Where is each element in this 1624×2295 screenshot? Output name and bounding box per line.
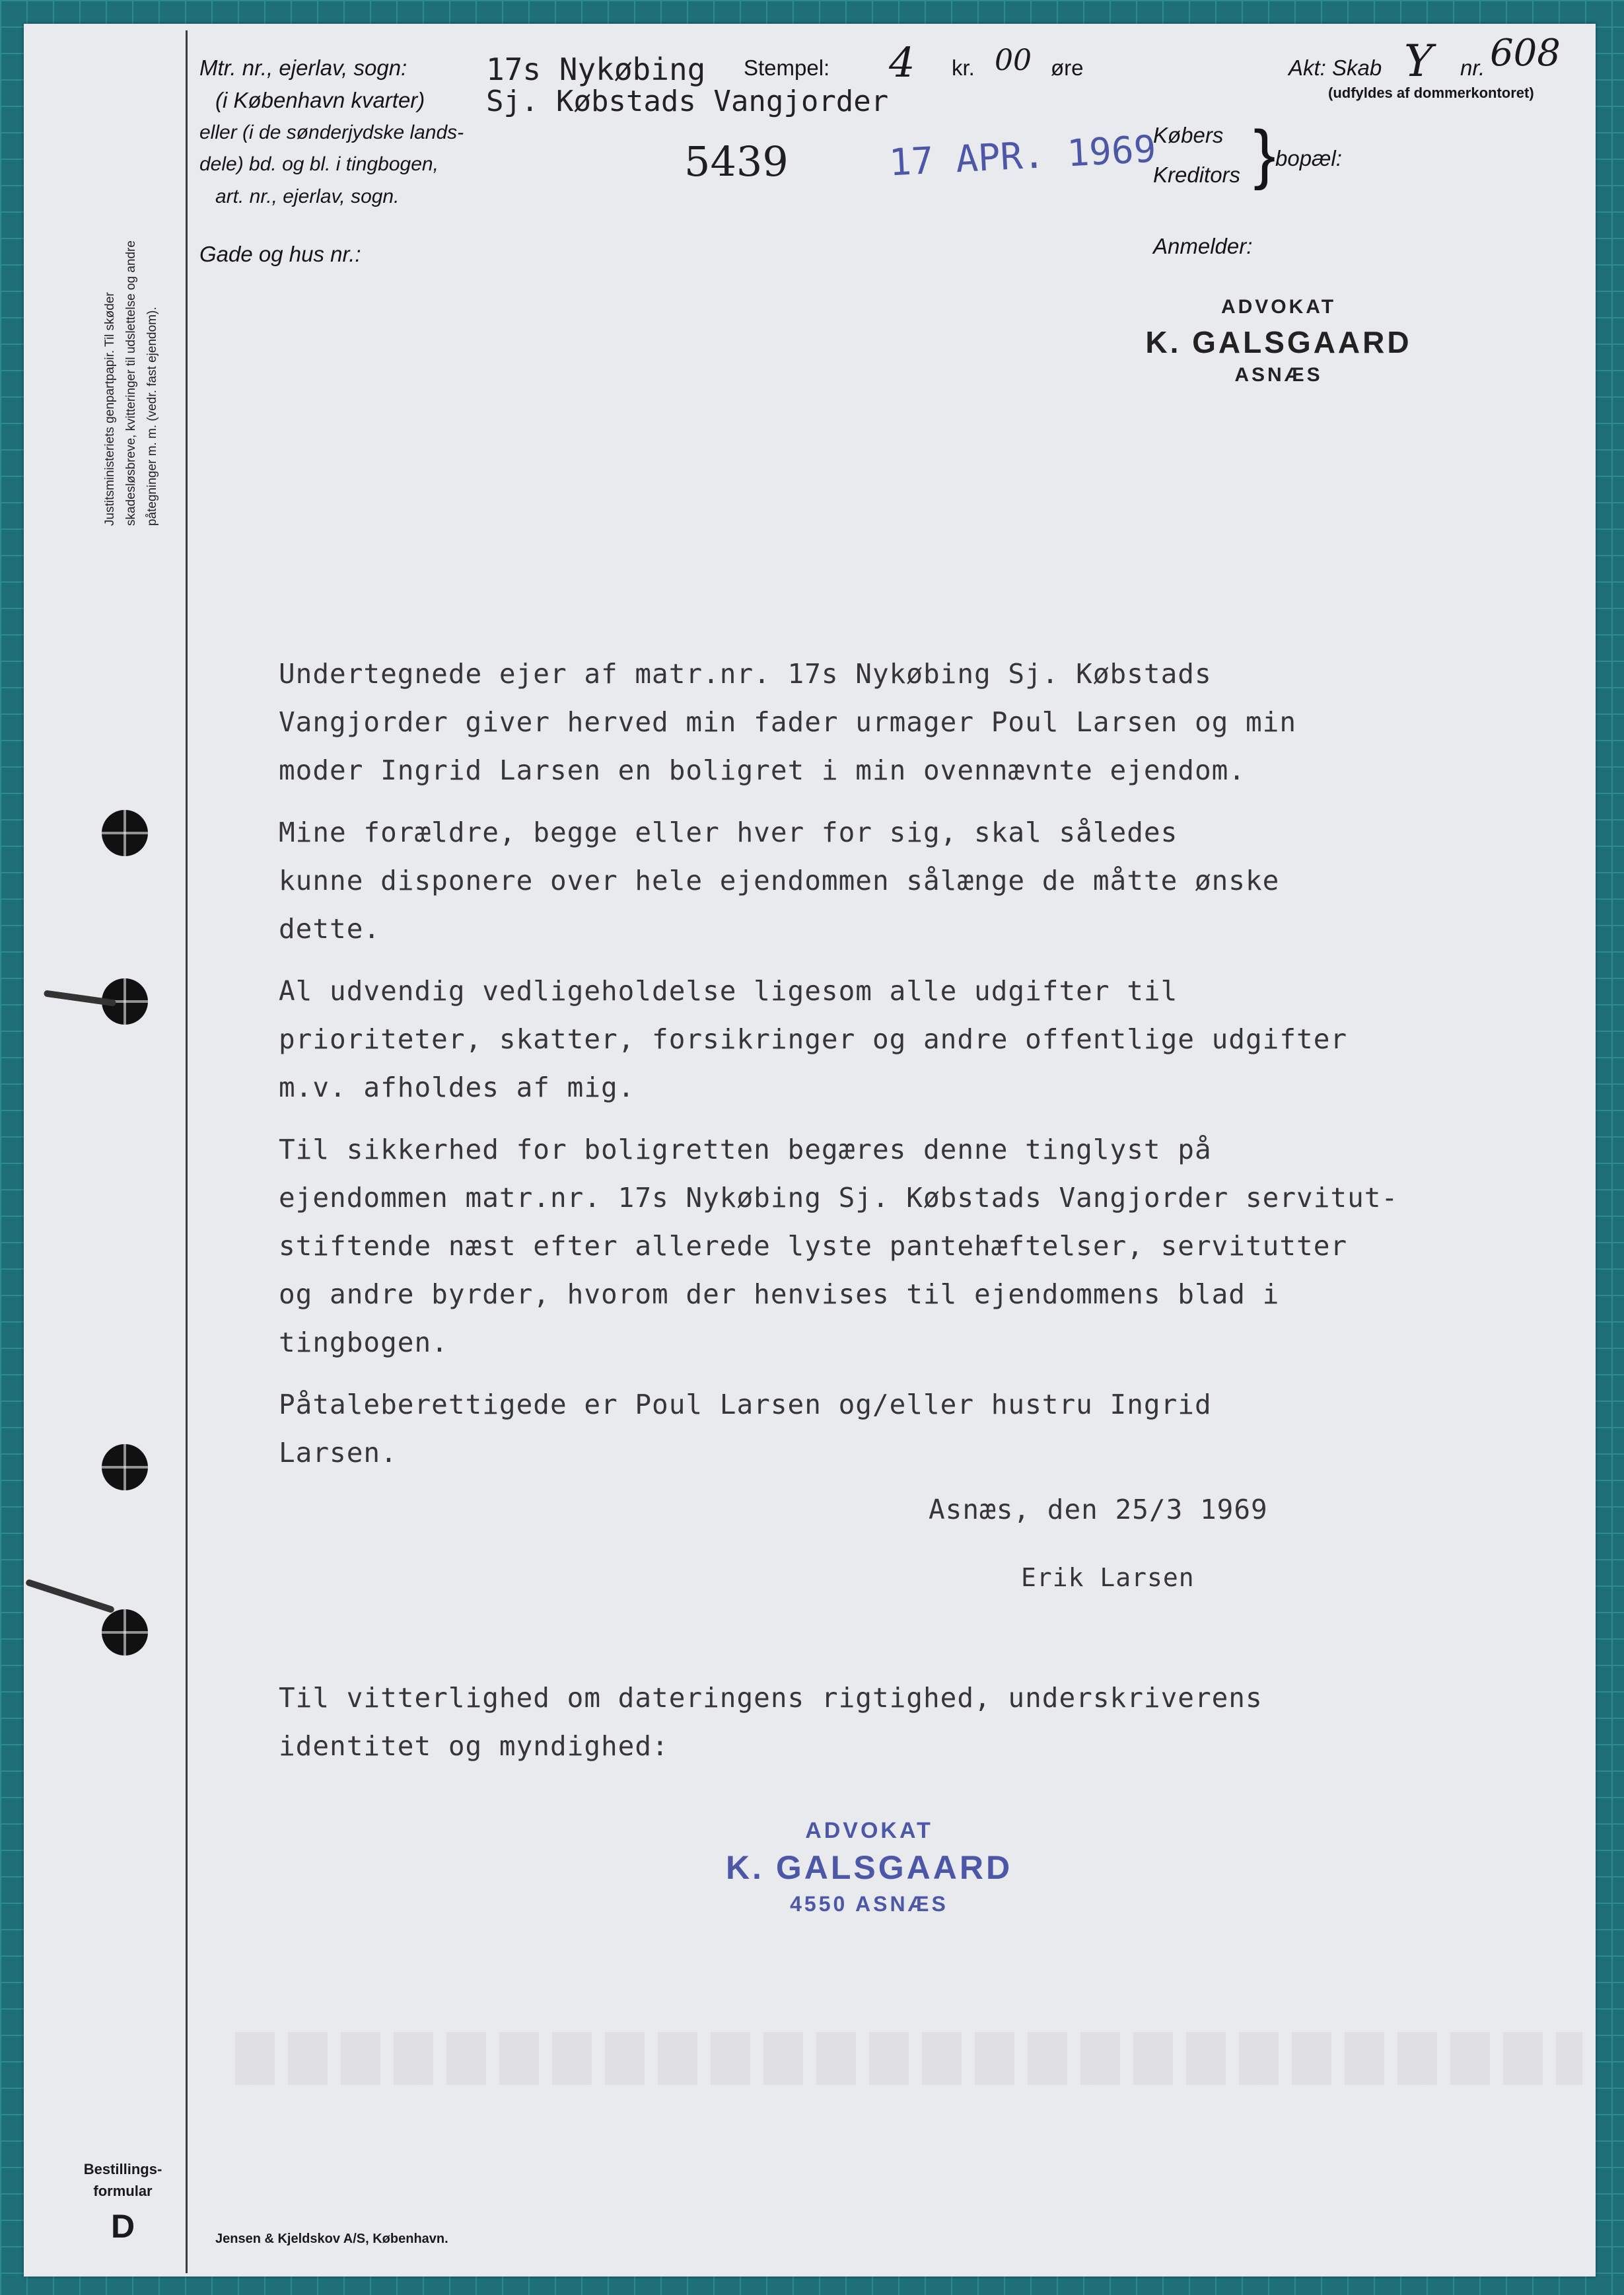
mtr-label: Mtr. nr., ejerlav, sogn:	[199, 55, 407, 80]
stempel-label: Stempel:	[744, 55, 830, 80]
body-line: Vangjorder giver herved min fader urmager Poul Larsen og min	[279, 706, 1297, 738]
brace-icon: }	[1253, 117, 1276, 191]
document-page	[24, 24, 1596, 2277]
printer-credit: Jensen & Kjeldskov A/S, København.	[215, 2232, 448, 2246]
akt-label: Akt: Skab	[1289, 55, 1382, 80]
body-line: kunne disponere over hele ejendommen sålænge de måtte ønske	[279, 865, 1280, 896]
body-line: prioriteter, skatter, forsikringer og andre offentlige udgifter	[279, 1023, 1348, 1055]
body-line: Mine forældre, begge eller hver for sig, skal således	[279, 817, 1178, 848]
kreditors-label: Kreditors	[1153, 163, 1241, 187]
bopael-label: bopæl:	[1275, 146, 1342, 170]
mtr-value-1: 17s Nykøbing	[486, 52, 706, 87]
body-line: tingbogen.	[279, 1327, 448, 1358]
stempel-ore-value: 00	[995, 44, 1032, 77]
stempel-kr-value: 4	[889, 38, 915, 87]
stamp-bottom-line2: K. GALSGAARD	[725, 1849, 1013, 1886]
stamp-top-line2: K. GALSGAARD	[1145, 325, 1412, 359]
body-line: Larsen.	[279, 1437, 398, 1469]
side-label-line: påtegninger m. m. (vedr. fast ejendom).	[145, 307, 159, 526]
place-date: Asnæs, den 25/3 1969	[929, 1494, 1268, 1525]
body-line: og andre byrder, hvorom der henvises til ejendommens blad i	[279, 1278, 1280, 1310]
bestillings-label-2: formular	[93, 2183, 153, 2199]
stamp-top-line3: ASNÆS	[1234, 364, 1323, 386]
mtr-value-2: Sj. Købstads Vangjorder	[486, 85, 889, 118]
side-label-line: skadesløsbreve, kvitteringer til udslettelse og andre	[124, 240, 138, 526]
stamp-bottom-line3: 4550 ASNÆS	[790, 1892, 948, 1916]
punch-hole-icon	[102, 1609, 148, 1656]
gade-label: Gade og hus nr.:	[199, 242, 361, 266]
body-line: stiftende næst efter allerede lyste pantehæftelser, servitutter	[279, 1230, 1348, 1262]
side-label	[100, 50, 163, 526]
kr-label: kr.	[952, 55, 975, 80]
punch-hole-icon	[102, 1444, 148, 1490]
stamp-bottom-line1: ADVOKAT	[805, 1818, 933, 1843]
side-label-line: Justitsministeriets genpartpapir. Til skøder	[103, 292, 117, 526]
body-line: Påtaleberettigede er Poul Larsen og/eller hustru Ingrid	[279, 1389, 1212, 1420]
witness-line: identitet og myndighed:	[279, 1730, 669, 1762]
registration-number: 5439	[684, 137, 789, 186]
binding-string-icon	[25, 1579, 115, 1614]
witness-line: Til vitterlighed om dateringens rigtighed, underskriverens	[279, 1682, 1263, 1714]
body-line: Undertegnede ejer af matr.nr. 17s Nykøbing Sj. Købstads	[279, 658, 1212, 690]
akt-nr-label: nr.	[1460, 55, 1485, 80]
body-line: Al udvendig vedligeholdelse ligesom alle udgifter til	[279, 975, 1178, 1007]
form-letter: D	[110, 2208, 135, 2245]
sj-label-3: art. nr., ejerlav, sogn.	[215, 186, 400, 207]
bleed-through-texture	[235, 2032, 1582, 2085]
sj-label-2: dele) bd. og bl. i tingbogen,	[199, 153, 439, 175]
body-line: ejendommen matr.nr. 17s Nykøbing Sj. Købstads Vangjorder servitut-	[279, 1182, 1399, 1214]
body-line: dette.	[279, 913, 381, 945]
akt-nr-value: 608	[1490, 32, 1561, 75]
akt-skab-value: Y	[1404, 36, 1433, 87]
bestillings-label-1: Bestillings-	[83, 2161, 162, 2177]
kbh-label: (i København kvarter)	[215, 88, 425, 112]
ore-label: øre	[1051, 55, 1084, 80]
signer-name: Erik Larsen	[1021, 1563, 1195, 1592]
margin-rule	[186, 30, 188, 2273]
punch-hole-icon	[102, 810, 148, 856]
body-line: moder Ingrid Larsen en boligret i min ovennævnte ejendom.	[279, 754, 1246, 786]
kobers-label: Købers	[1153, 123, 1224, 147]
body-line: m.v. afholdes af mig.	[279, 1072, 635, 1103]
date-stamp: 17 APR. 1969	[888, 128, 1158, 185]
sj-label-1: eller (i de sønderjydske lands-	[199, 122, 464, 143]
anmelder-label: Anmelder:	[1153, 234, 1253, 258]
body-line: Til sikkerhed for boligretten begæres denne tinglyst på	[279, 1134, 1212, 1165]
stamp-top-line1: ADVOKAT	[1220, 296, 1337, 318]
udfyldes-note: (udfyldes af dommerkontoret)	[1328, 85, 1534, 101]
